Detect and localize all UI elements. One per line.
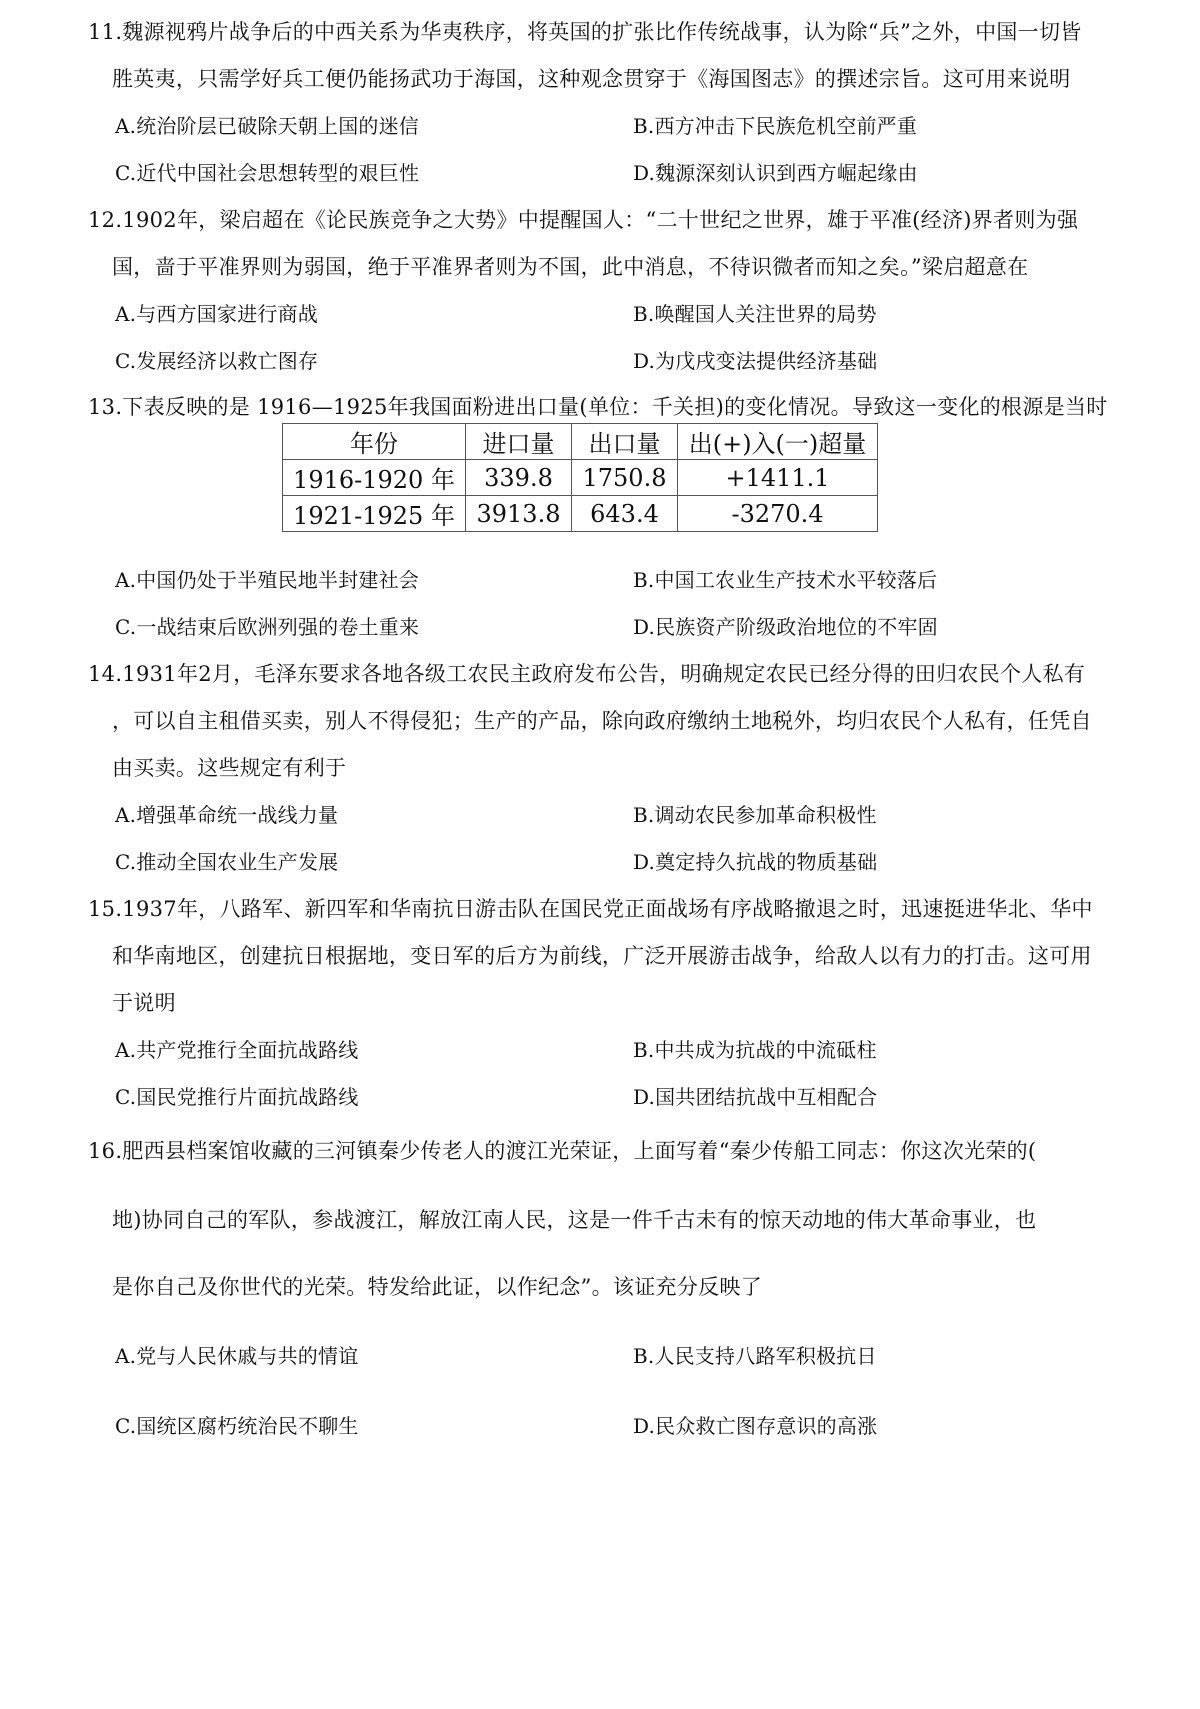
- table-cell: 1750.8: [572, 460, 678, 496]
- question-text-line: 13.下表反映的是 1916—1925年我国面粉进出口量(单位：千关担)的变化情况。导致这一变化的根源是当时: [88, 395, 1108, 419]
- option-b[interactable]: B.唤醒国人关注世界的局势: [633, 302, 877, 326]
- option-c[interactable]: C.推动全国农业生产发展: [115, 850, 339, 874]
- option-d[interactable]: D.魏源深刻认识到西方崛起缘由: [633, 161, 918, 185]
- table-header-row: [283, 424, 878, 460]
- question-text-line: 由买卖。这些规定有利于: [112, 756, 347, 780]
- table-cell: 1916-1920 年: [283, 460, 466, 496]
- option-a[interactable]: A.统治阶层已破除天朝上国的迷信: [115, 114, 420, 138]
- table-cell: 3913.8: [466, 496, 572, 532]
- question-text-line: 15.1937年，八路军、新四军和华南抗日游击队在国民党正面战场有序战略撤退之时，迅速挺进华北、华中: [88, 897, 1093, 921]
- option-b[interactable]: B.中共成为抗战的中流砥柱: [633, 1038, 877, 1062]
- question-text-line: ，可以自主租借买卖，别人不得侵犯；生产的产品，除向政府缴纳土地税外，均归农民个人私有，任凭自: [112, 709, 1092, 733]
- option-c[interactable]: C.国民党推行片面抗战路线: [115, 1085, 359, 1109]
- question-text-line: 14.1931年2月，毛泽东要求各地各级工农民主政府发布公告，明确规定农民已经分得的田归农民个人私有: [88, 662, 1086, 686]
- option-c[interactable]: C.近代中国社会思想转型的艰巨性: [115, 161, 420, 185]
- table-cell: +1411.1: [678, 460, 878, 496]
- table-header-cell: 进口量: [466, 424, 572, 460]
- option-d[interactable]: D.民众救亡图存意识的高涨: [633, 1414, 878, 1438]
- option-c[interactable]: C.国统区腐朽统治民不聊生: [115, 1414, 359, 1438]
- question-text-line: 地)协同自己的军队，参战渡江，解放江南人民，这是一件千古未有的惊天动地的伟大革命事业，也: [112, 1208, 1037, 1232]
- option-a[interactable]: A.增强革命统一战线力量: [115, 803, 339, 827]
- option-b[interactable]: B.调动农民参加革命积极性: [633, 803, 877, 827]
- option-b[interactable]: B.西方冲击下民族危机空前严重: [633, 114, 918, 138]
- flour-trade-table: [282, 423, 878, 532]
- question-text-line: 16.肥西县档案馆收藏的三河镇秦少传老人的渡江光荣证，上面写着“秦少传船工同志：你这次光荣的(: [88, 1139, 1037, 1163]
- table-cell: 339.8: [466, 460, 572, 496]
- option-a[interactable]: A.共产党推行全面抗战路线: [115, 1038, 359, 1062]
- question-text-line: 12.1902年，梁启超在《论民族竞争之大势》中提醒国人：“二十世纪之世界，雄于平准(经济)界者则为强: [88, 208, 1079, 232]
- option-d[interactable]: D.奠定持久抗战的物质基础: [633, 850, 878, 874]
- question-text-line: 胜英夷，只需学好兵工便仍能扬武功于海国，这种观念贯穿于《海国图志》的撰述宗旨。这可用来说明: [112, 67, 1071, 91]
- table-row: [283, 496, 878, 532]
- option-d[interactable]: D.国共团结抗战中互相配合: [633, 1085, 878, 1109]
- option-d[interactable]: D.民族资产阶级政治地位的不牢固: [633, 615, 938, 639]
- table-header-cell: 出(+)入(一)超量: [678, 424, 878, 460]
- option-a[interactable]: A.与西方国家进行商战: [115, 302, 319, 326]
- question-text-line: 于说明: [112, 991, 176, 1015]
- table-cell: 643.4: [572, 496, 678, 532]
- option-d[interactable]: D.为戊戌变法提供经济基础: [633, 349, 878, 373]
- option-c[interactable]: C.发展经济以救亡图存: [115, 349, 319, 373]
- option-c[interactable]: C.一战结束后欧洲列强的卷土重来: [115, 615, 420, 639]
- question-text-line: 国，啬于平准界则为弱国，绝于平准界者则为不国，此中消息，不待识微者而知之矣。”梁启超意在: [112, 255, 1029, 279]
- option-a[interactable]: A.中国仍处于半殖民地半封建社会: [115, 568, 420, 592]
- table-row: [283, 460, 878, 496]
- table-cell: -3270.4: [678, 496, 878, 532]
- table-header-cell: 出口量: [572, 424, 678, 460]
- option-b[interactable]: B.人民支持八路军积极抗日: [633, 1344, 877, 1368]
- table-cell: 1921-1925 年: [283, 496, 466, 532]
- question-text-line: 11.魏源视鸦片战争后的中西关系为华夷秩序，将英国的扩张比作传统战事，认为除“兵”之外，中国一切皆: [88, 20, 1082, 44]
- question-text-line: 和华南地区，创建抗日根据地，变日军的后方为前线，广泛开展游击战争，给敌人以有力的打击。这可用: [112, 944, 1092, 968]
- question-text-line: 是你自己及你世代的光荣。特发给此证，以作纪念”。该证充分反映了: [112, 1275, 763, 1299]
- table-header-cell: 年份: [283, 424, 466, 460]
- option-b[interactable]: B.中国工农业生产技术水平较落后: [633, 568, 938, 592]
- option-a[interactable]: A.党与人民休戚与共的情谊: [115, 1344, 359, 1368]
